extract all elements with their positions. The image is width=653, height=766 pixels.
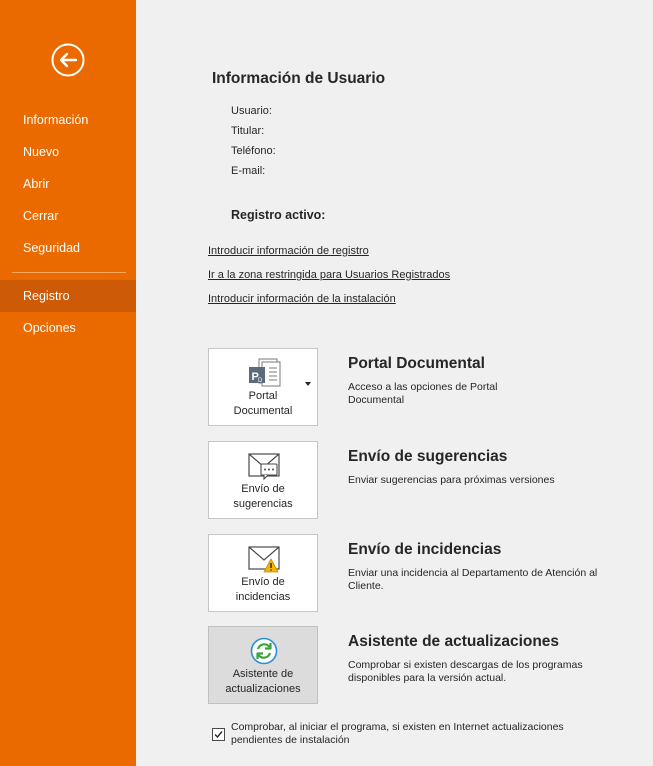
field-usuario-label: Usuario: xyxy=(231,105,272,117)
nav-item-abrir[interactable]: Abrir xyxy=(23,177,50,191)
update-assistant-description: Comprobar si existen descargas de los programas disponibles para la versión actual. xyxy=(348,659,583,684)
check-updates-on-startup-label: Comprobar, al iniciar el programa, si existen en Internet actualizaciones pendientes de instalación xyxy=(231,721,564,746)
send-suggestions-description: Enviar sugerencias para próximas versiones xyxy=(348,474,555,486)
nav-item-cerrar[interactable]: Cerrar xyxy=(23,209,59,223)
user-info-title: Información de Usuario xyxy=(212,70,386,87)
back-arrow-icon xyxy=(51,43,85,77)
send-incidents-title: Envío de incidencias xyxy=(348,541,502,558)
checkmark-icon xyxy=(213,729,224,740)
nav-item-seguridad[interactable]: Seguridad xyxy=(23,241,80,255)
update-assistant-button[interactable] xyxy=(208,626,318,704)
back-button[interactable] xyxy=(51,43,85,77)
refresh-icon xyxy=(247,636,281,666)
send-incidents-description: Enviar una incidencia al Departamento de Atención al Cliente. xyxy=(348,567,598,592)
send-suggestions-title: Envío de sugerencias xyxy=(348,448,508,465)
link-installation-info[interactable]: Introducir información de la instalación xyxy=(208,293,396,305)
send-suggestions-label: Envío de sugerencias xyxy=(233,483,293,510)
nav-item-registro[interactable]: Registro xyxy=(0,280,136,312)
send-suggestions-button[interactable] xyxy=(208,441,318,519)
field-telefono-label: Teléfono: xyxy=(231,145,276,157)
update-assistant-title: Asistente de actualizaciones xyxy=(348,633,560,650)
nav-item-opciones[interactable]: Opciones xyxy=(23,321,76,335)
envelope-chat-icon xyxy=(247,451,281,481)
send-incidents-label: Envío de incidencias xyxy=(235,576,291,603)
portal-documental-description: Acceso a las opciones de Portal Documental xyxy=(348,381,498,406)
portal-document-icon xyxy=(247,358,281,388)
nav-item-informacion[interactable]: Información xyxy=(23,113,89,127)
svg-text:D: D xyxy=(258,378,263,384)
registration-status-label: Registro activo: xyxy=(231,208,326,222)
link-restricted-area[interactable]: Ir a la zona restringida para Usuarios Registrados xyxy=(208,269,451,281)
check-updates-on-startup-checkbox[interactable] xyxy=(212,728,225,741)
portal-documental-button[interactable] xyxy=(208,348,318,426)
portal-documental-label: Portal Documental xyxy=(233,390,293,417)
nav-item-nuevo[interactable]: Nuevo xyxy=(23,145,60,159)
nav-divider xyxy=(12,272,126,273)
svg-text:P: P xyxy=(251,371,259,383)
portal-documental-title: Portal Documental xyxy=(348,355,485,372)
field-titular-label: Titular: xyxy=(231,125,265,137)
link-enter-registration[interactable]: Introducir información de registro xyxy=(208,245,369,257)
send-incidents-button[interactable] xyxy=(208,534,318,612)
dropdown-arrow-icon[interactable] xyxy=(305,382,311,386)
field-email-label: E-mail: xyxy=(231,165,266,177)
envelope-warning-icon xyxy=(247,544,281,574)
update-assistant-label: Asistente de actualizaciones xyxy=(225,668,301,695)
backstage-sidebar xyxy=(0,0,136,766)
